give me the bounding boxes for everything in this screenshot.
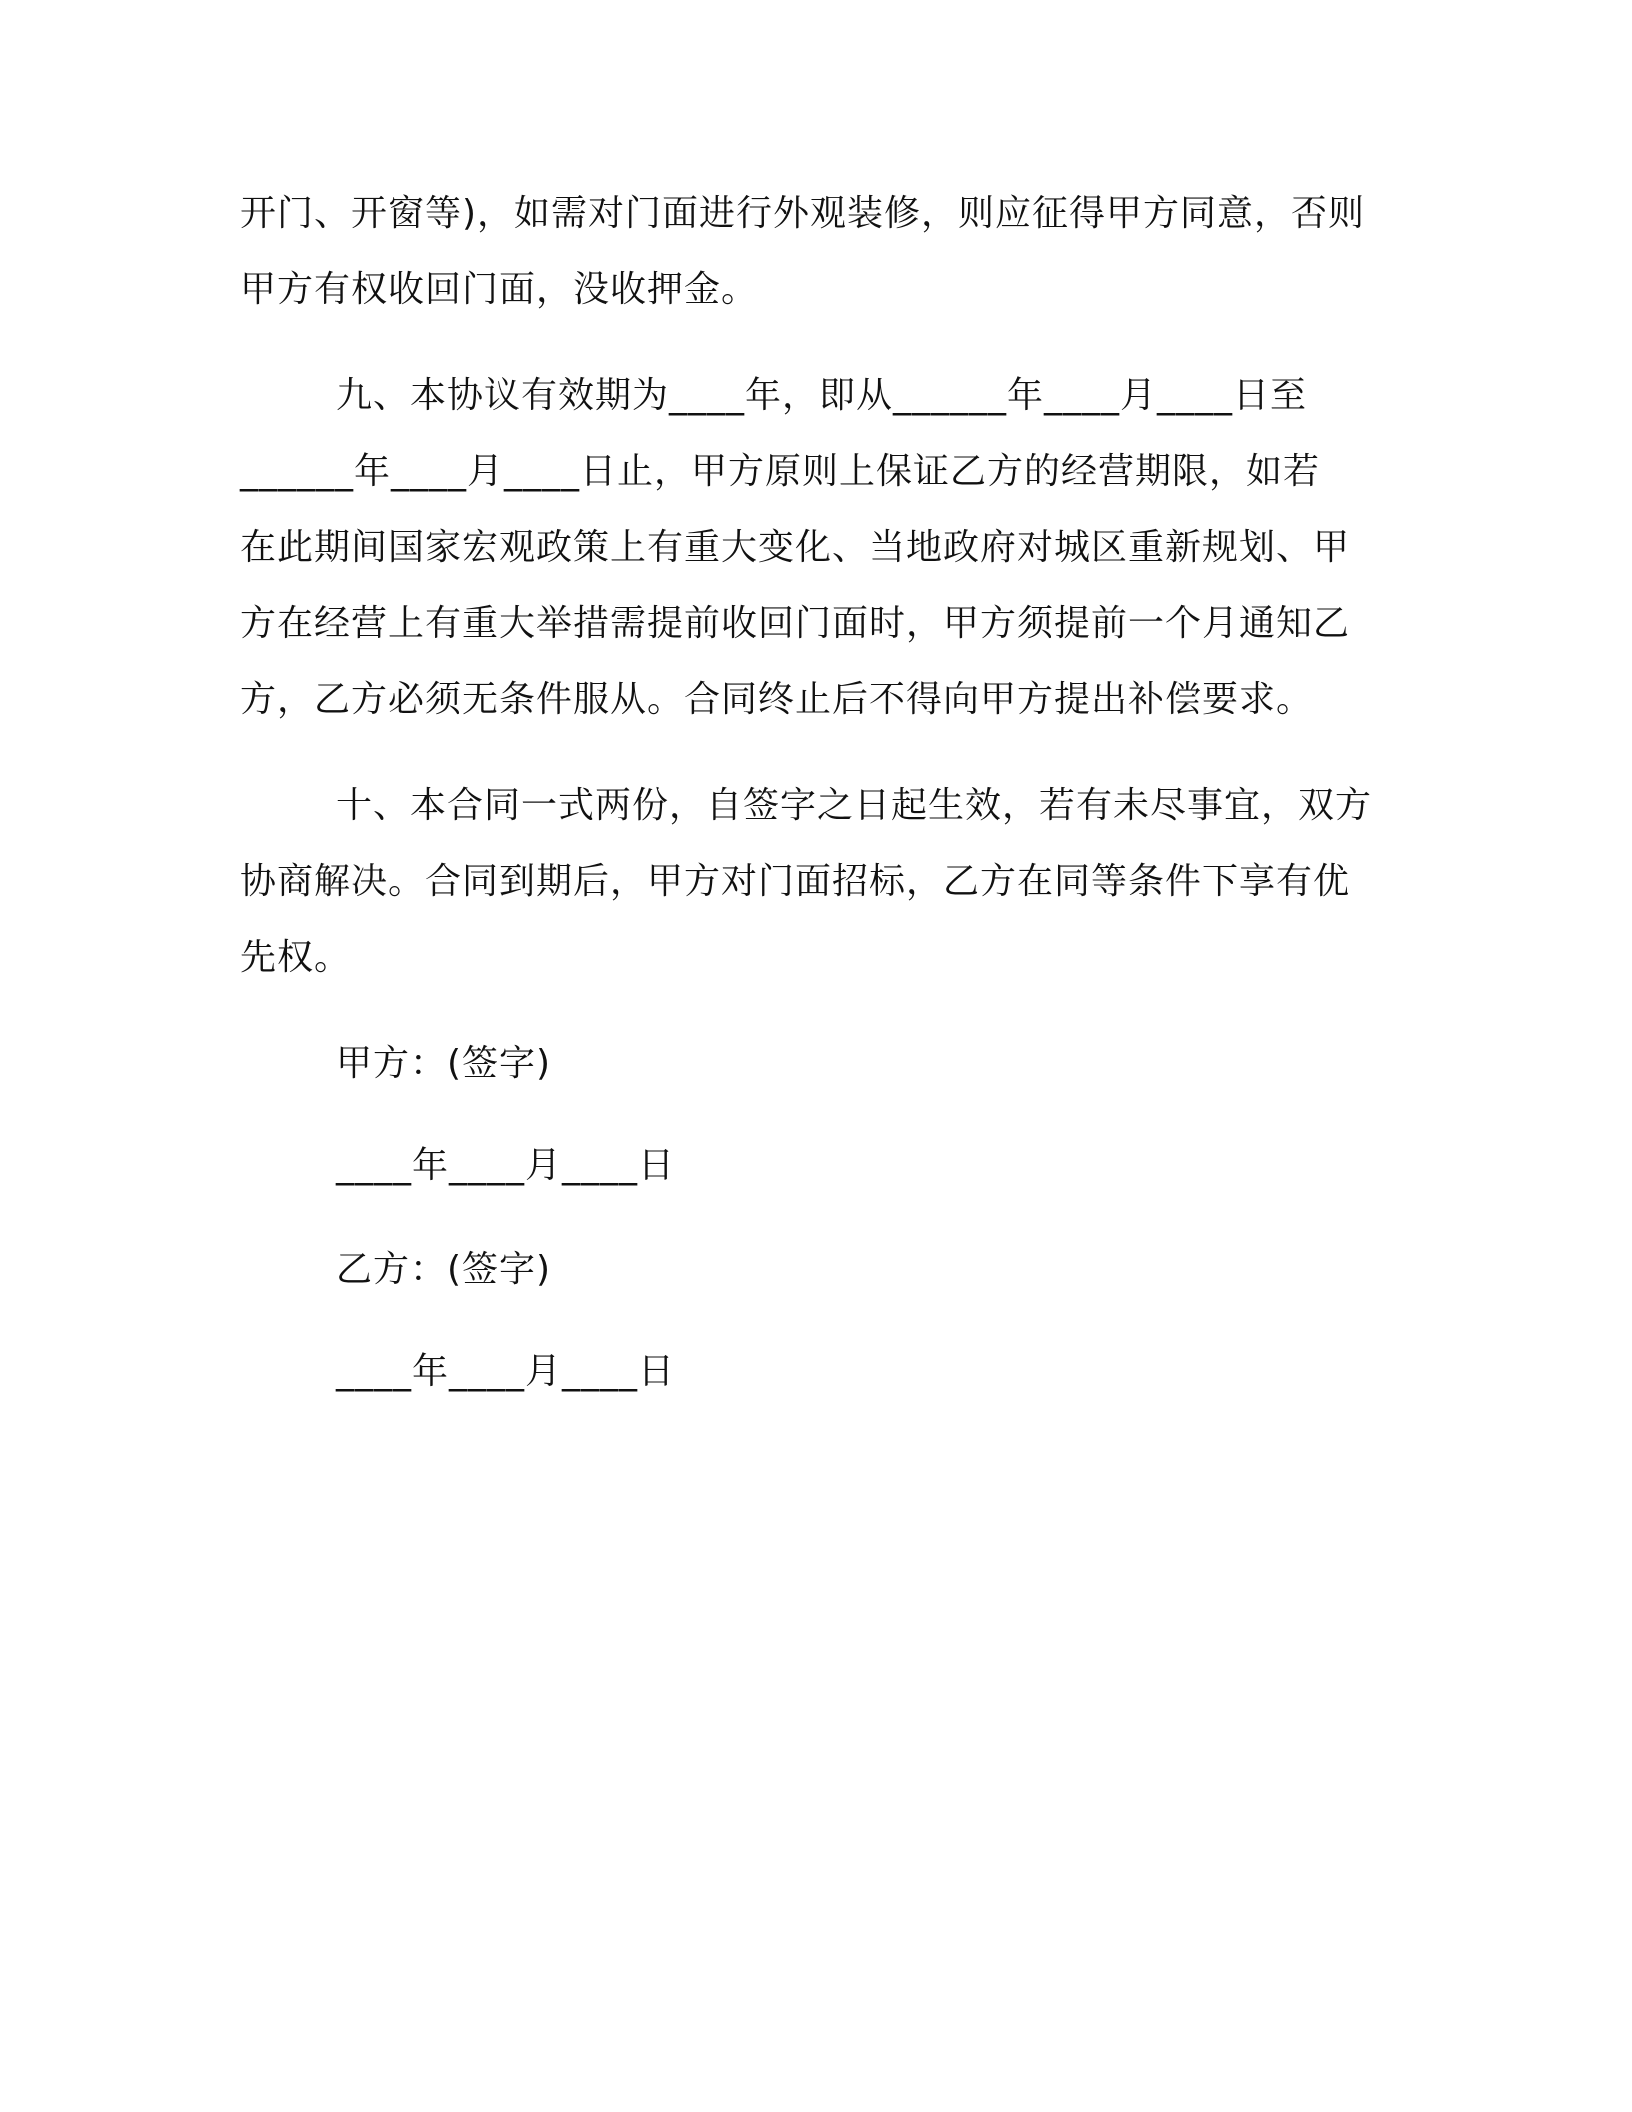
paragraph-line: 十、本合同一式两份，自签字之日起生效，若有未尽事宜，双方 [336, 785, 1373, 826]
paragraph-line: 方在经营上有重大举措需提前收回门面时，甲方须提前一个月通知乙 [240, 603, 1351, 644]
clause-8-continued [240, 176, 1380, 328]
paragraph-line: 方，乙方必须无条件服从。合同终止后不得向甲方提出补偿要求。 [240, 679, 1314, 720]
clause-10 [240, 768, 1380, 996]
paragraph-line: 协商解决。合同到期后，甲方对门面招标，乙方在同等条件下享有优 [240, 861, 1351, 902]
party-a-signature [240, 1026, 1380, 1102]
clause-9 [240, 358, 1380, 738]
paragraph-line: 九、本协议有效期为____年，即从______年____月____日至 [336, 375, 1308, 416]
signature-label: 乙方：(签字) [336, 1249, 552, 1290]
paragraph-line: 先权。 [240, 937, 352, 978]
paragraph-line: ______年____月____日止，甲方原则上保证乙方的经营期限，如若 [240, 451, 1321, 492]
signature-label: 甲方：(签字) [336, 1043, 552, 1084]
party-a-date [240, 1128, 1380, 1204]
date-blank: ____年____月____日 [336, 1145, 676, 1186]
date-blank: ____年____月____日 [336, 1351, 676, 1392]
paragraph-line: 甲方有权收回门面，没收押金。 [240, 269, 759, 310]
paragraph-line: 在此期间国家宏观政策上有重大变化、当地政府对城区重新规划、甲 [240, 527, 1351, 568]
paragraph-line: 开门、开窗等)，如需对门面进行外观装修，则应征得甲方同意，否则 [240, 193, 1366, 234]
party-b-date [240, 1334, 1380, 1410]
party-b-signature [240, 1232, 1380, 1308]
